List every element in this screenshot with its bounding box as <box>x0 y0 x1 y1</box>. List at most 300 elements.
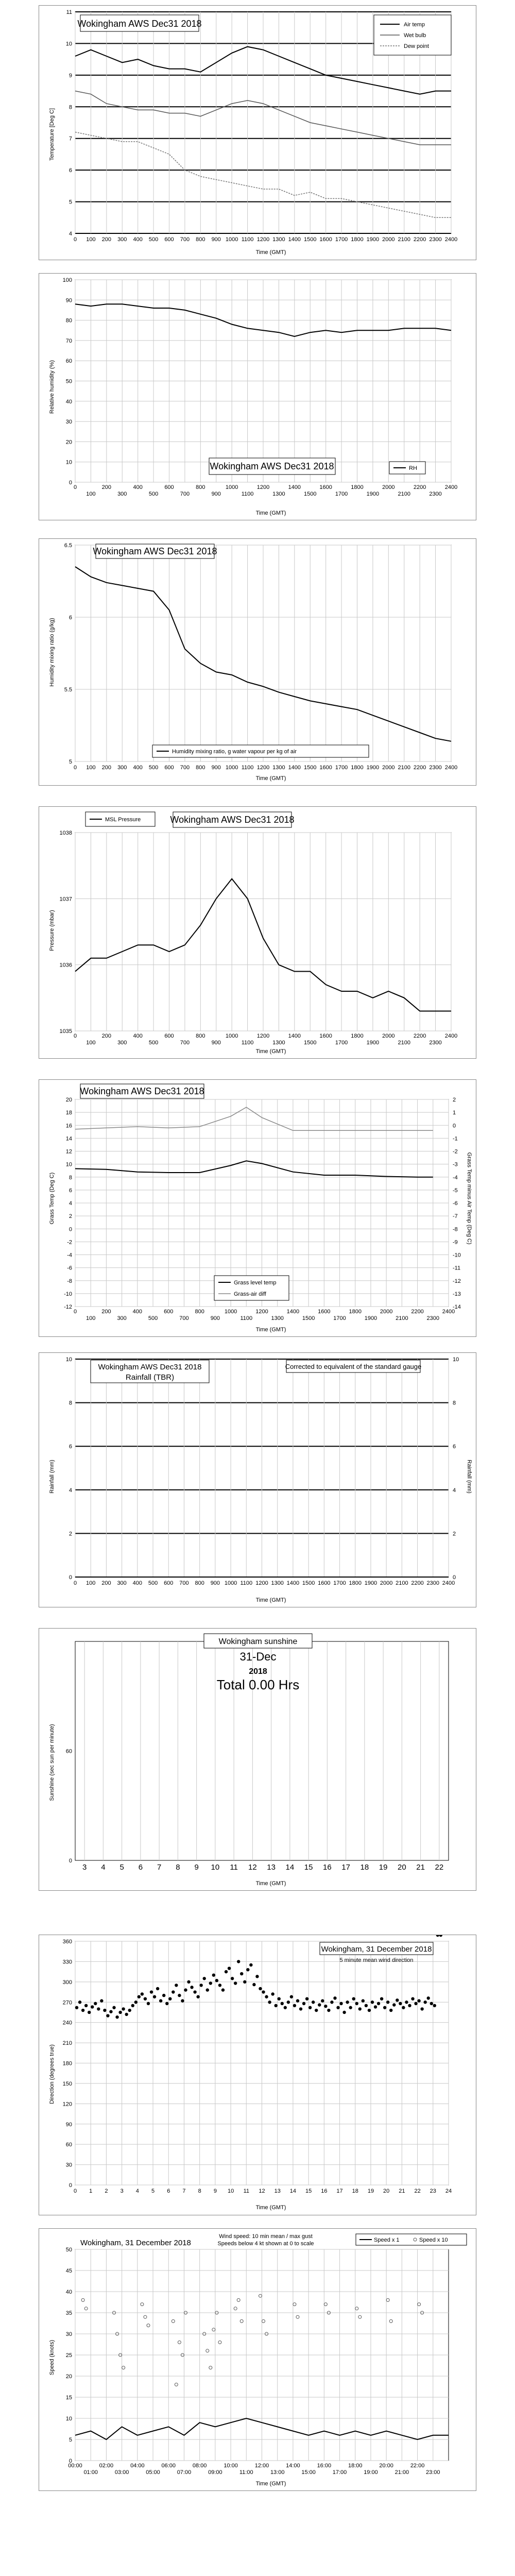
y2-axis-label: Grass Temp minus Air Temp (Deg C) <box>466 1152 472 1245</box>
legend <box>356 2234 467 2245</box>
y-tick-label: -6 <box>67 1265 72 1272</box>
direction-point <box>78 2001 81 2004</box>
y2-tick-label: -8 <box>453 1226 458 1233</box>
x-tick-label: 1900 <box>364 1580 377 1586</box>
x-tick-label: 2000 <box>382 484 395 490</box>
x-tick-label: 1000 <box>225 1033 238 1039</box>
chart-title: Wokingham, 31 December 2018 <box>80 2239 191 2247</box>
x-tick-label: 900 <box>211 491 221 497</box>
x-tick-label: 1100 <box>240 1315 253 1321</box>
x-tick-label: 01:00 <box>83 2469 98 2476</box>
direction-point <box>396 1998 399 2002</box>
y-tick-label: 2 <box>68 1531 72 1537</box>
x-tick-label: 14 <box>285 1863 295 1872</box>
mixing-ratio-chart-panel <box>39 538 476 786</box>
x-tick-label: 1100 <box>240 1580 253 1586</box>
humidity-chart <box>39 274 476 520</box>
y-tick-label: 6.5 <box>64 543 72 549</box>
direction-point <box>411 1997 414 2000</box>
y-tick-label: 180 <box>62 2060 72 2067</box>
x-tick-label: 7 <box>182 2188 186 2194</box>
x-tick-label: 16 <box>323 1863 332 1872</box>
x-tick-label: 900 <box>210 1580 220 1586</box>
x-tick-label: 100 <box>86 765 96 771</box>
direction-point <box>274 2004 277 2007</box>
direction-point <box>427 1996 430 1999</box>
direction-point <box>324 2005 327 2008</box>
x-tick-label: 02:00 <box>99 2463 114 2469</box>
x-tick-label: 17:00 <box>332 2469 347 2476</box>
wind-direction-chart <box>39 1935 476 2215</box>
x-tick-label: 1400 <box>288 484 301 490</box>
x-tick-label: 2400 <box>444 765 458 771</box>
y-axis-label: Humidity mixing ratio (g/kg) <box>49 618 55 687</box>
y-tick-label: 11 <box>66 9 72 15</box>
speed-10-point <box>324 2303 327 2306</box>
x-tick-label: 06:00 <box>161 2463 176 2469</box>
direction-point <box>91 2005 94 2008</box>
direction-point <box>377 2002 380 2005</box>
x-tick-label: 900 <box>211 1040 221 1046</box>
x-tick-label: 1100 <box>241 491 254 497</box>
x-tick-label: 400 <box>132 1580 143 1586</box>
speed-10-point <box>209 2366 212 2369</box>
x-tick-label: 800 <box>196 236 205 243</box>
y-tick-label: 0 <box>68 1226 72 1233</box>
y-tick-label: 0 <box>68 480 72 486</box>
x-tick-label: 800 <box>196 1033 205 1039</box>
chart-title: Wokingham AWS Dec31 2018 <box>77 19 202 29</box>
y-tick-label: -12 <box>64 1304 72 1310</box>
y-tick-label: 6 <box>68 167 72 174</box>
x-tick-label: 23 <box>430 2188 436 2194</box>
direction-point <box>128 2009 131 2012</box>
x-tick-label: 08:00 <box>192 2463 207 2469</box>
x-tick-label: 07:00 <box>177 2469 192 2476</box>
y-tick-label: 60 <box>65 2142 72 2148</box>
x-tick-label: 1100 <box>241 236 254 243</box>
x-tick-label: 500 <box>148 1580 158 1586</box>
x-tick-label: 20 <box>383 2188 390 2194</box>
x-tick-label: 400 <box>133 1033 143 1039</box>
x-tick-label: 1200 <box>256 765 270 771</box>
direction-point <box>225 1970 228 1973</box>
y-tick-label: 40 <box>65 2289 72 2295</box>
x-tick-label: 1100 <box>241 1040 254 1046</box>
x-tick-label: 1700 <box>335 765 348 771</box>
wind-direction-chart-panel <box>39 1935 476 2215</box>
y2-tick-label: -14 <box>453 1304 461 1310</box>
temperature-chart <box>39 6 476 260</box>
legend <box>389 462 425 474</box>
x-tick-label: 300 <box>117 491 127 497</box>
x-tick-label: 13 <box>274 2188 281 2194</box>
direction-point <box>262 1990 265 1993</box>
direction-point <box>75 2006 78 2009</box>
legend <box>214 1276 289 1300</box>
x-tick-label: 2000 <box>380 1580 393 1586</box>
x-tick-label: 0 <box>73 765 77 771</box>
x-tick-label: 2000 <box>382 236 395 243</box>
x-tick-label: 2400 <box>444 236 458 243</box>
direction-point <box>371 2001 374 2004</box>
x-tick-label: 1000 <box>224 1309 237 1315</box>
x-axis-label: Time (GMT) <box>255 249 286 256</box>
y-tick-label: 7 <box>68 135 72 142</box>
direction-point <box>278 1997 281 2000</box>
direction-point <box>352 1997 355 2000</box>
y-tick-label: 5 <box>68 759 72 765</box>
direction-point <box>134 2001 138 2004</box>
y-tick-label: 10 <box>65 459 72 466</box>
y-tick-label: 5 <box>68 2437 72 2443</box>
x-tick-label: 1600 <box>319 236 332 243</box>
y-axis-label: Sunshine (sec sun per minute) <box>49 1724 55 1801</box>
x-tick-label: 1300 <box>272 1040 285 1046</box>
x-tick-label: 19:00 <box>364 2469 378 2476</box>
direction-point <box>299 2007 302 2010</box>
y-tick-label: 4 <box>68 1487 72 1494</box>
y-axis-label: Rainfall (mm) <box>49 1460 55 1494</box>
y2-tick-label: 6 <box>453 1444 456 1450</box>
x-axis-label: Time (GMT) <box>255 1327 286 1333</box>
y-tick-label: 30 <box>65 2331 72 2337</box>
y2-tick-label: -3 <box>453 1161 458 1168</box>
direction-point <box>178 1994 181 1997</box>
x-tick-label: 600 <box>164 1580 174 1586</box>
x-tick-label: 1400 <box>286 1309 300 1315</box>
x-tick-label: 600 <box>164 1033 174 1039</box>
y-tick-label: 18 <box>65 1110 72 1116</box>
direction-point <box>259 1987 262 1990</box>
direction-point <box>423 2001 426 2004</box>
x-axis-label: Time (GMT) <box>255 1880 286 1887</box>
direction-point <box>302 2002 305 2005</box>
legend-msl-pressure: MSL Pressure <box>105 817 141 823</box>
chart-title: Wokingham, 31 December 2018 <box>321 1945 432 1954</box>
y2-axis-label: Rainfall (mm) <box>466 1460 472 1494</box>
x-tick-label: 20:00 <box>379 2463 393 2469</box>
x-tick-label: 3 <box>120 2188 124 2194</box>
x-tick-label: 1100 <box>241 765 254 771</box>
direction-point <box>349 2006 352 2009</box>
y-tick-label: 6 <box>68 1187 72 1194</box>
x-tick-label: 0 <box>73 1309 77 1315</box>
speed-10-point <box>171 2319 175 2323</box>
x-tick-label: 16 <box>321 2188 328 2194</box>
x-tick-label: 3 <box>82 1863 87 1872</box>
chart-title: Wokingham AWS Dec31 2018 <box>170 815 295 825</box>
x-tick-label: 2300 <box>426 1315 440 1321</box>
x-tick-label: 1200 <box>255 1580 268 1586</box>
legend-grass-temp: Grass level temp <box>234 1280 277 1286</box>
x-axis-label: Time (GMT) <box>255 2205 286 2211</box>
y2-tick-label: 0 <box>453 1574 456 1581</box>
x-tick-label: 11 <box>230 1863 238 1872</box>
y-axis-label: Temperature [Deg C] <box>49 108 55 161</box>
x-tick-label: 1600 <box>319 1033 332 1039</box>
direction-point <box>156 1987 159 1990</box>
x-tick-label: 500 <box>148 1315 158 1321</box>
direction-point <box>333 1996 336 1999</box>
direction-point <box>284 2006 287 2009</box>
speed-10-point <box>389 2319 392 2323</box>
direction-point <box>362 1999 365 2002</box>
x-tick-label: 5 <box>151 2188 155 2194</box>
direction-point <box>203 1977 206 1980</box>
x-tick-label: 200 <box>101 484 112 490</box>
direction-point <box>237 1960 240 1963</box>
x-tick-label: 1700 <box>335 1040 348 1046</box>
y-tick-label: 25 <box>65 2352 72 2359</box>
x-tick-label: 1900 <box>366 491 380 497</box>
speed-10-point <box>212 2328 215 2331</box>
y-tick-label: 35 <box>65 2310 72 2316</box>
y-tick-label: -10 <box>64 1291 72 1297</box>
y2-tick-label: 2 <box>453 1531 456 1537</box>
direction-point <box>138 1995 141 1998</box>
x-tick-label: 100 <box>86 236 96 243</box>
y2-tick-label: -5 <box>453 1187 458 1194</box>
x-tick-label: 1000 <box>224 1580 237 1586</box>
y-axis-label: Direction (degrees true) <box>49 2044 55 2104</box>
x-tick-label: 800 <box>196 765 205 771</box>
y2-tick-label: 2 <box>453 1097 456 1103</box>
direction-point <box>240 1972 243 1975</box>
x-tick-label: 500 <box>148 236 159 243</box>
y-tick-label: 6 <box>68 1444 72 1450</box>
direction-point <box>193 1990 196 1993</box>
direction-point <box>231 1977 234 1980</box>
y-tick-label: 8 <box>68 1400 72 1406</box>
x-tick-label: 400 <box>133 484 143 490</box>
y-tick-label: 60 <box>65 358 72 365</box>
direction-point <box>355 2002 358 2005</box>
x-tick-label: 300 <box>117 1040 127 1046</box>
direction-point <box>380 1997 383 2000</box>
x-tick-label: 15 <box>305 2188 312 2194</box>
x-tick-label: 700 <box>180 491 190 497</box>
x-tick-label: 1 <box>89 2188 93 2194</box>
direction-point <box>408 2004 411 2007</box>
x-axis-label: Time (GMT) <box>255 510 286 516</box>
direction-point <box>115 2015 118 2019</box>
y-tick-label: 5 <box>68 199 72 206</box>
x-tick-label: 100 <box>86 1580 96 1586</box>
direction-point <box>141 1992 144 1995</box>
x-axis-label: Time (GMT) <box>255 1597 286 1603</box>
y-tick-label: 2 <box>68 1213 72 1220</box>
chart-subtitle: Rainfall (TBR) <box>125 1373 175 1382</box>
y-tick-label: 6 <box>68 615 72 621</box>
y-tick-label: 90 <box>65 2121 72 2128</box>
x-tick-label: 00:00 <box>68 2463 82 2469</box>
direction-point <box>249 1963 252 1967</box>
x-tick-label: 2300 <box>429 765 442 771</box>
x-tick-label: 1200 <box>256 1033 270 1039</box>
x-tick-label: 11:00 <box>239 2469 253 2476</box>
x-tick-label: 1300 <box>272 491 285 497</box>
y-tick-label: 20 <box>65 439 72 446</box>
speed-10-point <box>178 2341 181 2344</box>
x-tick-label: 500 <box>148 491 159 497</box>
legend-speed-1: Speed x 1 <box>374 2237 400 2243</box>
direction-point <box>290 1995 293 1998</box>
y-axis-label: Grass Temp (Deg C) <box>49 1172 55 1225</box>
x-tick-label: 1900 <box>366 765 380 771</box>
direction-point <box>308 2006 312 2009</box>
y-tick-label: 1035 <box>59 1028 72 1035</box>
x-tick-label: 2100 <box>398 765 410 771</box>
legend-wet-bulb: Wet bulb <box>404 32 426 39</box>
x-tick-label: 1800 <box>349 1309 362 1315</box>
speed-10-point <box>147 2324 150 2327</box>
y-tick-label: 210 <box>62 2040 72 2047</box>
y-tick-label: 60 <box>65 1748 72 1755</box>
x-tick-label: 300 <box>117 1580 127 1586</box>
y-axis-label: Relative humidity (%) <box>49 360 55 414</box>
y2-tick-label: 10 <box>453 1357 459 1363</box>
x-tick-label: 900 <box>211 765 221 771</box>
y-tick-label: 10 <box>65 2416 72 2422</box>
y-tick-label: 330 <box>62 1959 72 1965</box>
x-tick-label: 800 <box>196 484 205 490</box>
direction-point <box>330 2001 333 2004</box>
humidity-chart-panel <box>39 273 476 520</box>
x-tick-label: 800 <box>195 1580 204 1586</box>
x-tick-label: 2300 <box>429 236 442 243</box>
direction-point <box>414 2002 417 2005</box>
x-tick-label: 18 <box>352 2188 358 2194</box>
x-tick-label: 2100 <box>396 1580 408 1586</box>
x-tick-label: 900 <box>211 236 221 243</box>
x-tick-label: 1200 <box>255 1309 268 1315</box>
rainfall-chart <box>39 1353 476 1607</box>
x-tick-label: 1800 <box>351 765 364 771</box>
x-tick-label: 22 <box>414 2188 421 2194</box>
x-tick-label: 1800 <box>351 1033 364 1039</box>
y2-tick-label: 1 <box>453 1110 456 1116</box>
x-tick-label: 23:00 <box>426 2469 440 2476</box>
x-tick-label: 2100 <box>396 1315 408 1321</box>
direction-point <box>436 1935 439 1937</box>
x-tick-label: 800 <box>195 1309 204 1315</box>
y-tick-label: 360 <box>62 1939 72 1945</box>
direction-point <box>399 2002 402 2005</box>
direction-point <box>109 2010 112 2013</box>
x-tick-label: 1800 <box>351 236 364 243</box>
x-tick-label: 200 <box>101 1033 112 1039</box>
direction-point <box>255 1975 259 1978</box>
legend-rh: RH <box>409 465 417 471</box>
x-tick-label: 1000 <box>225 484 238 490</box>
sunshine-total: Total 0.00 Hrs <box>216 1677 300 1692</box>
x-tick-label: 2400 <box>444 1033 458 1039</box>
direction-point <box>234 1981 237 1985</box>
x-tick-label: 500 <box>148 765 159 771</box>
x-tick-label: 1900 <box>366 1040 380 1046</box>
direction-point <box>287 2001 290 2004</box>
x-tick-label: 21 <box>416 1863 425 1872</box>
x-tick-label: 4 <box>101 1863 106 1872</box>
x-tick-label: 9 <box>194 1863 199 1872</box>
y-tick-label: 100 <box>62 277 72 283</box>
x-tick-label: 0 <box>73 1033 77 1039</box>
direction-point <box>318 2003 321 2006</box>
x-tick-label: 1500 <box>302 1580 315 1586</box>
direction-point <box>268 2001 271 2004</box>
direction-point <box>206 1988 209 1991</box>
temperature-chart-panel <box>39 5 476 260</box>
y-tick-label: 10 <box>65 41 72 47</box>
direction-point <box>171 1990 175 1993</box>
direction-point <box>112 2006 115 2009</box>
direction-point <box>81 2009 84 2012</box>
x-tick-label: 18 <box>360 1863 369 1872</box>
direction-point <box>386 2001 389 2004</box>
y2-tick-label: -2 <box>453 1148 458 1155</box>
direction-point <box>106 2014 109 2017</box>
x-tick-label: 2 <box>105 2188 108 2194</box>
x-tick-label: 1600 <box>318 1580 331 1586</box>
x-tick-label: 100 <box>86 491 96 497</box>
x-tick-label: 6 <box>138 1863 143 1872</box>
x-tick-label: 10 <box>227 2188 234 2194</box>
x-tick-label: 2200 <box>413 236 426 243</box>
grass-temp-line <box>75 1161 433 1177</box>
direction-point <box>374 2005 377 2008</box>
speed-10-point <box>141 2303 144 2306</box>
direction-point <box>218 1984 221 1987</box>
x-tick-label: 200 <box>101 1309 111 1315</box>
y-tick-label: 8 <box>68 104 72 111</box>
direction-point <box>433 2004 436 2007</box>
y-tick-label: 0 <box>68 2458 72 2464</box>
direction-point <box>439 1935 442 1937</box>
x-tick-label: 4 <box>135 2188 139 2194</box>
y-tick-label: 4 <box>68 231 72 237</box>
x-tick-label: 17 <box>336 2188 343 2194</box>
direction-point <box>88 2011 91 2014</box>
x-axis-label: Time (GMT) <box>255 775 286 782</box>
direction-point <box>420 2007 423 2010</box>
wind-speed-chart-panel <box>39 2228 476 2491</box>
x-tick-label: 700 <box>180 1040 190 1046</box>
legend-grass-air-diff: Grass-air diff <box>234 1291 266 1297</box>
direction-point <box>346 2001 349 2004</box>
direction-point <box>392 2003 396 2006</box>
y-tick-label: 0 <box>68 2182 72 2189</box>
x-tick-label: 0 <box>73 1580 77 1586</box>
x-tick-label: 21:00 <box>394 2469 409 2476</box>
chart-title: Wokingham sunshine <box>218 1637 298 1646</box>
y-tick-label: 50 <box>65 2247 72 2253</box>
y-tick-label: 9 <box>68 72 72 79</box>
y-tick-label: 15 <box>65 2395 72 2401</box>
x-tick-label: 15 <box>304 1863 313 1872</box>
sunshine-chart-panel <box>39 1628 476 1891</box>
x-tick-label: 6 <box>167 2188 170 2194</box>
legend <box>152 745 369 757</box>
x-tick-label: 0 <box>73 2188 77 2194</box>
direction-point <box>144 1997 147 2000</box>
direction-point <box>181 1999 184 2002</box>
x-tick-label: 1000 <box>225 236 238 243</box>
y2-tick-label: -11 <box>453 1265 461 1272</box>
direction-point <box>159 1999 162 2002</box>
chart-title: Wokingham AWS Dec31 2018 <box>210 461 334 471</box>
x-tick-label: 1700 <box>333 1580 346 1586</box>
